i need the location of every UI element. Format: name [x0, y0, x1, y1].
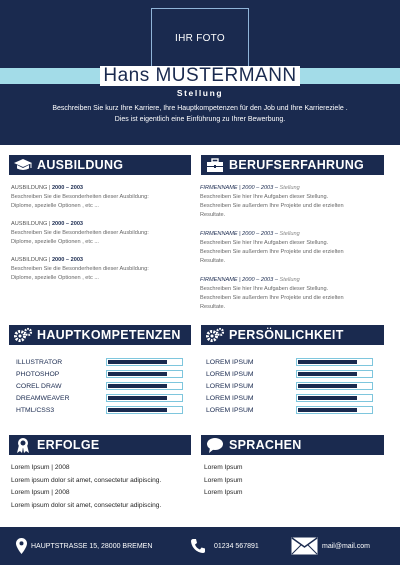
photo-placeholder	[151, 8, 249, 68]
experience-description: Resultate.	[200, 304, 226, 310]
experience-description: Beschreiben Sie außerdem Ihre Projekte und die erzielten	[200, 295, 344, 301]
skill-level-fill	[298, 360, 357, 364]
skill-level-bar	[106, 358, 183, 366]
skill-level-fill	[108, 408, 167, 412]
skill-row	[16, 368, 183, 380]
skill-level-fill	[298, 396, 357, 400]
achievement-title: Lorem Ipsum | 2008	[11, 464, 70, 471]
experience-years: 2000 – 2003	[242, 277, 274, 283]
skill-level-bar	[296, 382, 373, 390]
experience-entry-header: FIRMENNAME | 2000 – 2003 – Stellung	[200, 277, 300, 283]
intro-line: Dies ist eigentlich eine Einführung zu Ihrer Bewerbung.	[114, 116, 286, 123]
skill-label: LOREM IPSUM	[206, 394, 254, 402]
experience-description: Beschreiben Sie hier Ihre Aufgaben dieser Stellung.	[200, 240, 329, 246]
skill-label: LOREM IPSUM	[206, 382, 254, 390]
skill-label: LOREM IPSUM	[206, 370, 254, 378]
email-text: mail@mail.com	[322, 542, 370, 550]
experience-entry-header: FIRMENNAME | 2000 – 2003 – Stellung	[200, 231, 300, 237]
skill-level-bar	[296, 394, 373, 402]
section-header-experience	[201, 155, 384, 175]
skill-label: DREAMWEAVER	[16, 394, 70, 402]
experience-description: Beschreiben Sie hier Ihre Aufgaben dieser Stellung.	[200, 194, 329, 200]
map-pin-icon	[16, 538, 27, 554]
skill-level-bar	[296, 406, 373, 414]
language-item: Lorem Ipsum	[204, 476, 243, 484]
experience-description: Beschreiben Sie außerdem Ihre Projekte und die erzielten	[200, 249, 344, 255]
education-years: 2000 – 2003	[51, 221, 84, 227]
footer-phone[interactable]	[190, 527, 259, 565]
skill-row	[206, 380, 373, 392]
education-entry	[11, 256, 149, 283]
skill-level-fill	[108, 372, 167, 376]
skill-level-bar	[296, 358, 373, 366]
section-title: PERSÖNLICHKEIT	[229, 328, 344, 342]
skill-level-bar	[296, 370, 373, 378]
intro-text	[40, 103, 360, 125]
education-entry	[11, 220, 149, 247]
skill-row	[206, 404, 373, 416]
skill-label: PHOTOSHOP	[16, 370, 60, 378]
experience-description: Resultate.	[200, 258, 226, 264]
language-item: Lorem Ipsum	[204, 464, 243, 471]
photo-label: IHR FOTO	[175, 32, 225, 44]
skill-level-bar	[106, 370, 183, 378]
achievement-text: Lorem ipsum dolor sit amet, consectetur adipiscing.	[11, 476, 162, 484]
languages-list	[204, 462, 242, 500]
graduation-cap-icon	[9, 155, 37, 175]
experience-position: Stellung	[279, 277, 300, 283]
skill-level-bar	[106, 382, 183, 390]
candidate-name: Hans MUSTERMANN	[103, 65, 297, 86]
education-description: Beschreiben Sie die Besonderheiten dieser Ausbildung:	[11, 194, 149, 200]
skill-row	[16, 380, 183, 392]
intro-line: Beschreiben Sie kurz Ihre Karriere, Ihre Hauptkompetenzen für den Job und Ihre Karriereziele .	[52, 105, 348, 112]
section-header-core-skills	[9, 325, 191, 345]
skill-level-fill	[108, 360, 167, 364]
skill-label: ILLUSTRATOR	[16, 358, 63, 366]
skill-row	[16, 392, 183, 404]
education-description: Diplome, spezielle Optionen , etc ...	[11, 239, 99, 245]
name-box	[100, 66, 300, 86]
education-title: AUSBILDUNG	[11, 221, 48, 227]
section-title: SPRACHEN	[229, 438, 302, 452]
position-title: Stellung	[176, 88, 224, 98]
education-entry-header: AUSBILDUNG | 2000 – 2003	[11, 257, 84, 263]
section-title: ERFOLGE	[37, 438, 100, 452]
address-text: HAUPTSTRASSE 15, 28000 BREMEN	[31, 542, 153, 550]
skill-label: COREL DRAW	[16, 382, 62, 390]
section-title: AUSBILDUNG	[37, 158, 124, 172]
experience-position: Stellung	[279, 231, 300, 237]
education-years: 2000 – 2003	[51, 185, 84, 191]
experience-years: 2000 – 2003	[242, 185, 274, 191]
education-entry-header: AUSBILDUNG | 2000 – 2003	[11, 185, 84, 191]
achievements-list	[11, 462, 161, 512]
experience-entry	[200, 184, 344, 220]
envelope-icon	[291, 537, 318, 555]
education-title: AUSBILDUNG	[11, 257, 48, 263]
education-entry	[11, 184, 149, 211]
skill-level-fill	[298, 372, 357, 376]
experience-description: Resultate.	[200, 212, 226, 218]
language-item: Lorem Ipsum	[204, 489, 243, 496]
section-header-personality	[201, 325, 384, 345]
section-header-achievements	[9, 435, 191, 455]
award-ribbon-icon	[9, 435, 37, 455]
company-name: FIRMENNAME	[200, 277, 238, 283]
achievement-title: Lorem Ipsum | 2008	[11, 489, 70, 496]
experience-description: Beschreiben Sie außerdem Ihre Projekte und die erzielten	[200, 203, 344, 209]
skill-level-fill	[108, 396, 167, 400]
skill-label: LOREM IPSUM	[206, 358, 254, 366]
skill-row	[16, 404, 183, 416]
achievement-text: Lorem ipsum dolor sit amet, consectetur adipiscing.	[11, 501, 162, 509]
section-header-languages	[201, 435, 384, 455]
phone-icon	[190, 538, 206, 554]
experience-description: Beschreiben Sie hier Ihre Aufgaben dieser Stellung.	[200, 286, 329, 292]
skill-label: HTML/CSS3	[16, 406, 55, 414]
section-header-education	[9, 155, 191, 175]
personality-list	[206, 356, 373, 416]
phone-text: 01234 567891	[214, 542, 259, 550]
education-description: Diplome, spezielle Optionen , etc ...	[11, 275, 99, 281]
footer-address	[16, 527, 152, 565]
company-name: FIRMENNAME	[200, 185, 238, 191]
gears-icon	[201, 325, 229, 345]
contact-footer	[0, 527, 400, 565]
skill-level-fill	[298, 384, 357, 388]
speech-bubble-icon	[201, 435, 229, 455]
experience-years: 2000 – 2003	[242, 231, 274, 237]
skill-level-bar	[106, 406, 183, 414]
footer-email[interactable]	[291, 527, 370, 565]
experience-entry	[200, 276, 344, 312]
education-description: Beschreiben Sie die Besonderheiten dieser Ausbildung:	[11, 230, 149, 236]
skill-row	[206, 392, 373, 404]
education-years: 2000 – 2003	[51, 257, 84, 263]
skill-level-bar	[106, 394, 183, 402]
section-title: HAUPTKOMPETENZEN	[37, 328, 181, 342]
briefcase-icon	[201, 155, 229, 175]
company-name: FIRMENNAME	[200, 231, 238, 237]
skill-label: LOREM IPSUM	[206, 406, 254, 414]
experience-position: Stellung	[279, 185, 300, 191]
skill-row	[206, 356, 373, 368]
education-description: Diplome, spezielle Optionen , etc ...	[11, 203, 99, 209]
skill-level-fill	[298, 408, 357, 412]
education-entry-header: AUSBILDUNG | 2000 – 2003	[11, 221, 84, 227]
gears-icon	[9, 325, 37, 345]
skill-row	[206, 368, 373, 380]
core-skills-list	[16, 356, 183, 416]
section-title: BERUFSERFAHRUNG	[229, 158, 365, 172]
skill-level-fill	[108, 384, 167, 388]
experience-entry-header: FIRMENNAME | 2000 – 2003 – Stellung	[200, 185, 300, 191]
skill-row	[16, 356, 183, 368]
experience-entry	[200, 230, 344, 266]
education-title: AUSBILDUNG	[11, 185, 48, 191]
education-description: Beschreiben Sie die Besonderheiten dieser Ausbildung:	[11, 266, 149, 272]
